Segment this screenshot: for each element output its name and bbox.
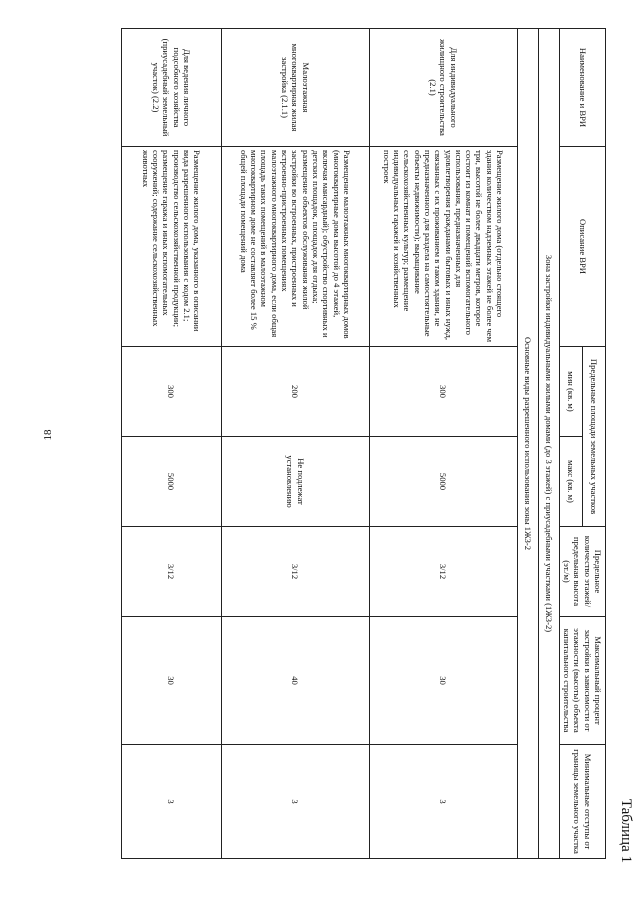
row-name: Для индивидуального жилищного строительства (2.1) — [369, 29, 517, 147]
row-area-max: Не подлежат установлению — [221, 437, 369, 527]
row-area-min: 200 — [221, 347, 369, 437]
zoning-regulations-table — [121, 28, 606, 859]
row-description: Размещение жилого дома, указанного в описании вида разрешенного использования с кодом 2.1; производство сельскохозяйственной продукции; размещение гаража и иных вспомогательных сооружений; содержание сельскохозяйственных животных — [121, 147, 221, 347]
row-setback: 3 — [369, 745, 517, 859]
row-area-max: 5000 — [121, 437, 221, 527]
row-description: Размещение жилого дома (отдельно стоящего здания количеством надземных этажей не более чем три, высотой не более двадцати метров, которое состоит из комнат и помещений вспомогательного использования, предназначенных для удовлетворения гражданами бытовых и иных нужд, связанных с их проживанием в таком здании, не предназначенного для раздела на самостоятельные объекты недвижимости); выращивание сельскохозяйственных культур; размещение индивидуальных гаражей и хозяйственных построек — [369, 147, 517, 347]
header-area-group: Предельные площади земельных участков — [582, 347, 605, 527]
header-area-min: мин (кв. м) — [559, 347, 582, 437]
header-area-max: макс (кв. м) — [559, 437, 582, 527]
header-floors: Предельное количество этажей/ предельная высота (эт./м) — [559, 527, 605, 617]
header-setback: Минимальные отступы от границы земельного участка — [559, 745, 605, 859]
table-row — [369, 29, 517, 859]
row-area-min: 300 — [121, 347, 221, 437]
zone-title: Зона застройки индивидуальными жилыми домами (до 3 этажей) с приусадебными участками (1ЖЗ-2) — [538, 29, 559, 859]
row-setback: 3 — [221, 745, 369, 859]
row-coverage: 40 — [221, 617, 369, 745]
header-description: Описание ВРИ — [559, 147, 605, 347]
section-title: Основные виды разрешенного использования зоны 1ЖЗ-2 — [517, 29, 538, 859]
row-setback: 3 — [121, 745, 221, 859]
row-coverage: 30 — [369, 617, 517, 745]
page-number: 18 — [42, 429, 54, 441]
row-floors: 3/12 — [221, 527, 369, 617]
row-name: Для ведения личного подсобного хозяйства (приусадебный земельный участок) (2.2) — [121, 29, 221, 147]
row-area-max: 5000 — [369, 437, 517, 527]
table-row — [121, 29, 221, 859]
header-name: Наименование и ВРИ — [559, 29, 605, 147]
row-area-min: 300 — [369, 347, 517, 437]
row-floors: 3/12 — [369, 527, 517, 617]
rotated-table-area — [110, 20, 640, 875]
row-name: Малоэтажная многоквартирная жилая застройка (2.1.1) — [221, 29, 369, 147]
header-coverage: Максимальный процент застройки в зависимости от этажности (высоты) объекта капитального строительства — [559, 617, 605, 745]
row-coverage: 30 — [121, 617, 221, 745]
table-row — [221, 29, 369, 859]
row-description: Размещение малоэтажных многоквартирных домов (многоквартирные дома высотой до 4 этажей, включая мансардный); обустройство спортивных и детских площадок, площадок для отдыха; размещение объектов обслуживания жилой застройки во встроенных, пристроенных и встроенно-пристроенных помещениях малоэтажного многоквартирного дома, если общая площадь таких помещений в малоэтажном многоквартирном доме не составляет более 15 % общей площади помещений дома — [221, 147, 369, 347]
row-floors: 3/12 — [121, 527, 221, 617]
table-label: Таблица 1 — [618, 798, 634, 863]
